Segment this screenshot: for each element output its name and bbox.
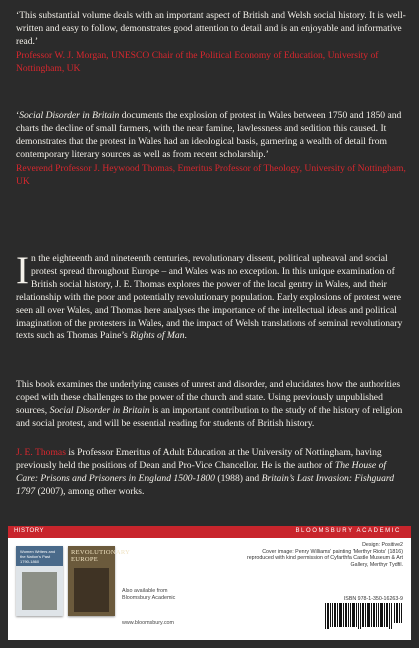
author-book-2: Britain’s Last Invasion: Fishguard 1797	[16, 472, 395, 497]
review-2-attribution: Reverend Professor J. Heywood Thomas, Emeritus Professor of Theology, University of Nottingham, UK	[16, 162, 406, 187]
category-band	[8, 526, 411, 538]
description	[16, 249, 408, 343]
thumbnail-2-image	[74, 568, 109, 612]
isbn-label: ISBN 978-1-350-16263-9	[343, 596, 403, 602]
review-1-attribution: Professor W. J. Morgan, UNESCO Chair of the Political Economy of Education, University of Nottingham, UK	[16, 49, 379, 74]
author-bio-part2: (1988) and	[214, 472, 262, 484]
credits	[243, 542, 403, 568]
review-1-quote: ‘This substantial volume deals with an important aspect of British and Welsh social history. It is well-written and easy to follow, demonstrates good attention to detail and is an enjoyable and informative read.’	[16, 10, 406, 47]
description-2-paragraph	[16, 379, 408, 431]
description-2-part1: This book examines the underlying causes of unrest and disorder, and elucidates how the authorities coped with these challenges to the power of the church and state. Using previously unpublished sources,	[16, 379, 401, 416]
category-label: HISTORY	[14, 528, 44, 534]
footer-panel	[8, 538, 411, 640]
book-title-inline: Social Disorder in Britain	[19, 110, 120, 121]
quote-open: ‘	[16, 110, 20, 121]
review-1	[16, 10, 408, 76]
review-2-quote-rest: documents the explosion of protest in Wales between 1750 and 1850 and charts the decline of small farmers, with the near famine, lawlessness and sedition this caused. It demonstrates that the protest in Wales had an ideological basis, garnering a wealth of detail from contemporary literary sources as well as from recent scholarship.’	[16, 110, 402, 160]
author-book-1: The House of Care: Prisons and Prisoners in England 1500-1800	[16, 459, 387, 484]
description-body: n the eighteenth and nineteenth centuries, revolutionary dissent, political upheaval and social protest spread throughout Europe – and Wales was no exception. In this unique examination of British social history, J. E. Thomas explores the power of the local gentry in Wales, and their relationship with the poor and potentially revolutionary population. Early explosions of protest were seen all over Wales, and Thomas here analyses the importance of the intellectual ideas and political imagination of the protesters in Wales, and the impact of Welsh translations of seminal revolutionary texts such as Thomas Paine’s	[16, 253, 403, 342]
review-2	[16, 110, 408, 188]
related-book-thumbnail-1	[16, 546, 63, 616]
related-book-thumbnail-2	[68, 546, 130, 616]
design-credit: Design: Positive2	[362, 542, 403, 548]
thumbnail-2-title: REVOLUTIONARY EUROPE	[71, 549, 130, 563]
cover-image-credit: Cover image: Penry Williams' painting 'Merthyr Riots' (1816) reproduced with kind permission of Cyfarthfa Castle Museum & Art Gallery, Merthyr Tydfil.	[246, 548, 403, 568]
book-title-inline-2: Social Disorder in Britain	[49, 404, 150, 416]
author-name: J. E. Thomas	[16, 447, 66, 458]
author-bio-part1: is Professor Emeritus of Adult Education at the University of Nottingham, having previously held the positions of Dean and Pro-Vice Chancellor. He is the author of	[16, 447, 382, 471]
drop-cap: I	[16, 249, 29, 292]
description-paragraph	[16, 249, 408, 343]
publisher-label: BLOOMSBURY ACADEMIC	[295, 528, 401, 534]
thumbnail-1-title: Women Writers and the Nation's Past 1790-1860	[20, 549, 56, 564]
author-bio	[16, 447, 408, 499]
website-link: www.bloomsbury.com	[122, 620, 175, 626]
barcode-icon	[323, 603, 403, 633]
review-2-quote	[16, 110, 408, 162]
also-available-text: Also available from Bloomsbury Academic	[122, 588, 176, 601]
author-bio-part3: (2007), among other works.	[35, 485, 145, 497]
thumbnail-1-image	[22, 572, 57, 610]
description-2-part2: is an important contribution to the study of the history of religion and social protest, and will be essential reading for students of British history.	[16, 404, 403, 429]
description-end: .	[184, 330, 187, 342]
rights-of-man-title: Rights of Man	[130, 330, 185, 342]
author-bio-paragraph	[16, 447, 408, 499]
description-2	[16, 379, 408, 431]
